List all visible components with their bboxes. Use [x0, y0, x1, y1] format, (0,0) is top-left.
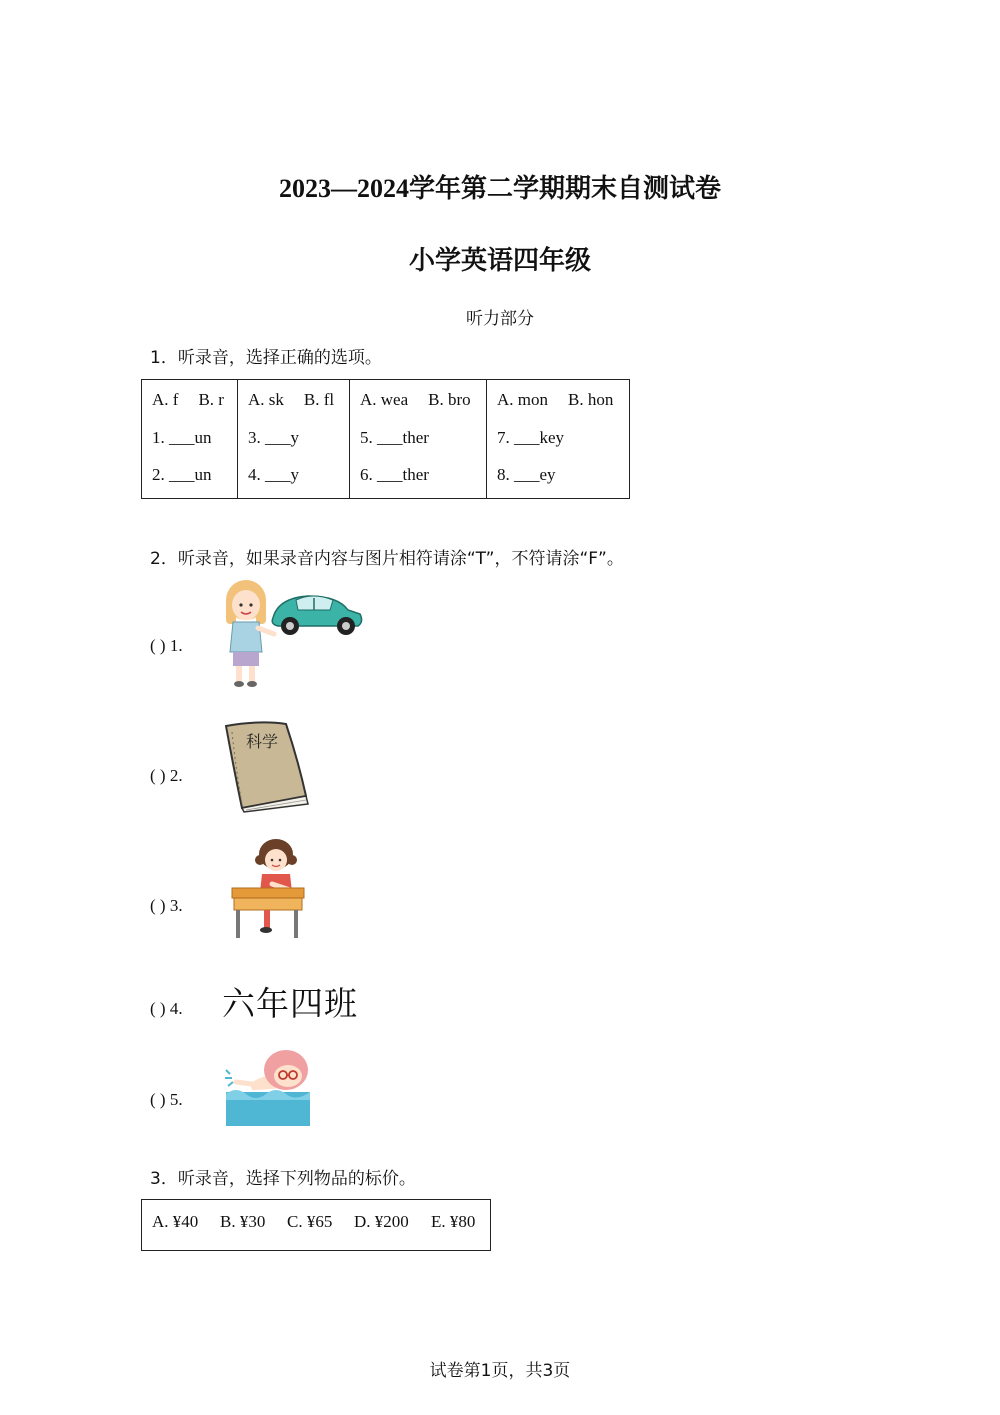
- q2-item-1-label: ( ) 1.: [150, 636, 183, 655]
- question-1-table: [141, 379, 630, 499]
- question-1-prompt: 1．听录音，选择正确的选项。: [150, 348, 382, 368]
- q1-option-b: B. fl: [303, 390, 335, 409]
- book-title-text: 科学: [246, 732, 279, 751]
- q2-item-5-label: ( ) 5.: [150, 1090, 183, 1109]
- q1-option-a: A. wea: [360, 390, 409, 409]
- q1-column-2: [238, 380, 350, 499]
- q1-column-3: [350, 380, 487, 499]
- q1-item: 2. ___un: [152, 465, 212, 484]
- q1-item: 4. ___y: [248, 465, 299, 484]
- exam-title: 2023—2024学年第二学期期末自测试卷: [278, 174, 721, 203]
- q1-item: 5. ___ther: [360, 427, 429, 447]
- exam-subtitle: 小学英语四年级: [408, 246, 591, 275]
- q2-item-3-label: ( ) 3.: [150, 896, 183, 915]
- q2-item-4-label: ( ) 4.: [150, 999, 183, 1018]
- question-2-prompt: 2．听录音，如果录音内容与图片相符请涂“T”，不符请涂“F”。: [150, 549, 624, 569]
- q1-column-1: [142, 380, 238, 499]
- q1-item: 6. ___ther: [360, 465, 429, 484]
- q1-item: 3. ___y: [248, 427, 299, 447]
- question-3-prompt: 3．听录音，选择下列物品的标价。: [150, 1169, 416, 1189]
- science-book-picture: [220, 720, 312, 814]
- price-option: C. ¥65: [287, 1212, 333, 1231]
- girl-cleaning-desk-picture: [226, 836, 308, 942]
- q1-item: 7. ___key: [497, 427, 565, 447]
- girl-with-car-picture: [218, 578, 368, 688]
- q1-option-a: A. sk: [248, 390, 284, 409]
- class-name-text: 六年四班: [222, 984, 358, 1023]
- q1-option-b: B. hon: [568, 390, 614, 409]
- q1-option-b: B. r: [198, 390, 224, 409]
- q1-option-a: A. f: [152, 390, 179, 409]
- q1-column-4: [487, 380, 630, 499]
- section-heading: 听力部分: [466, 309, 534, 329]
- page-footer: 试卷第1页，共3页: [429, 1361, 571, 1381]
- q1-option-a: A. mon: [497, 390, 548, 409]
- price-options-box: [141, 1199, 491, 1251]
- price-option: E. ¥80: [431, 1212, 476, 1231]
- price-option: A. ¥40: [152, 1212, 199, 1231]
- swimming-picture: [222, 1044, 312, 1128]
- price-option: B. ¥30: [220, 1212, 266, 1231]
- q2-item-2-label: ( ) 2.: [150, 766, 183, 785]
- price-option: D. ¥200: [354, 1212, 409, 1231]
- q1-item: 8. ___ey: [497, 465, 556, 484]
- q1-option-b: B. bro: [428, 390, 471, 409]
- q1-item: 1. ___un: [152, 427, 212, 447]
